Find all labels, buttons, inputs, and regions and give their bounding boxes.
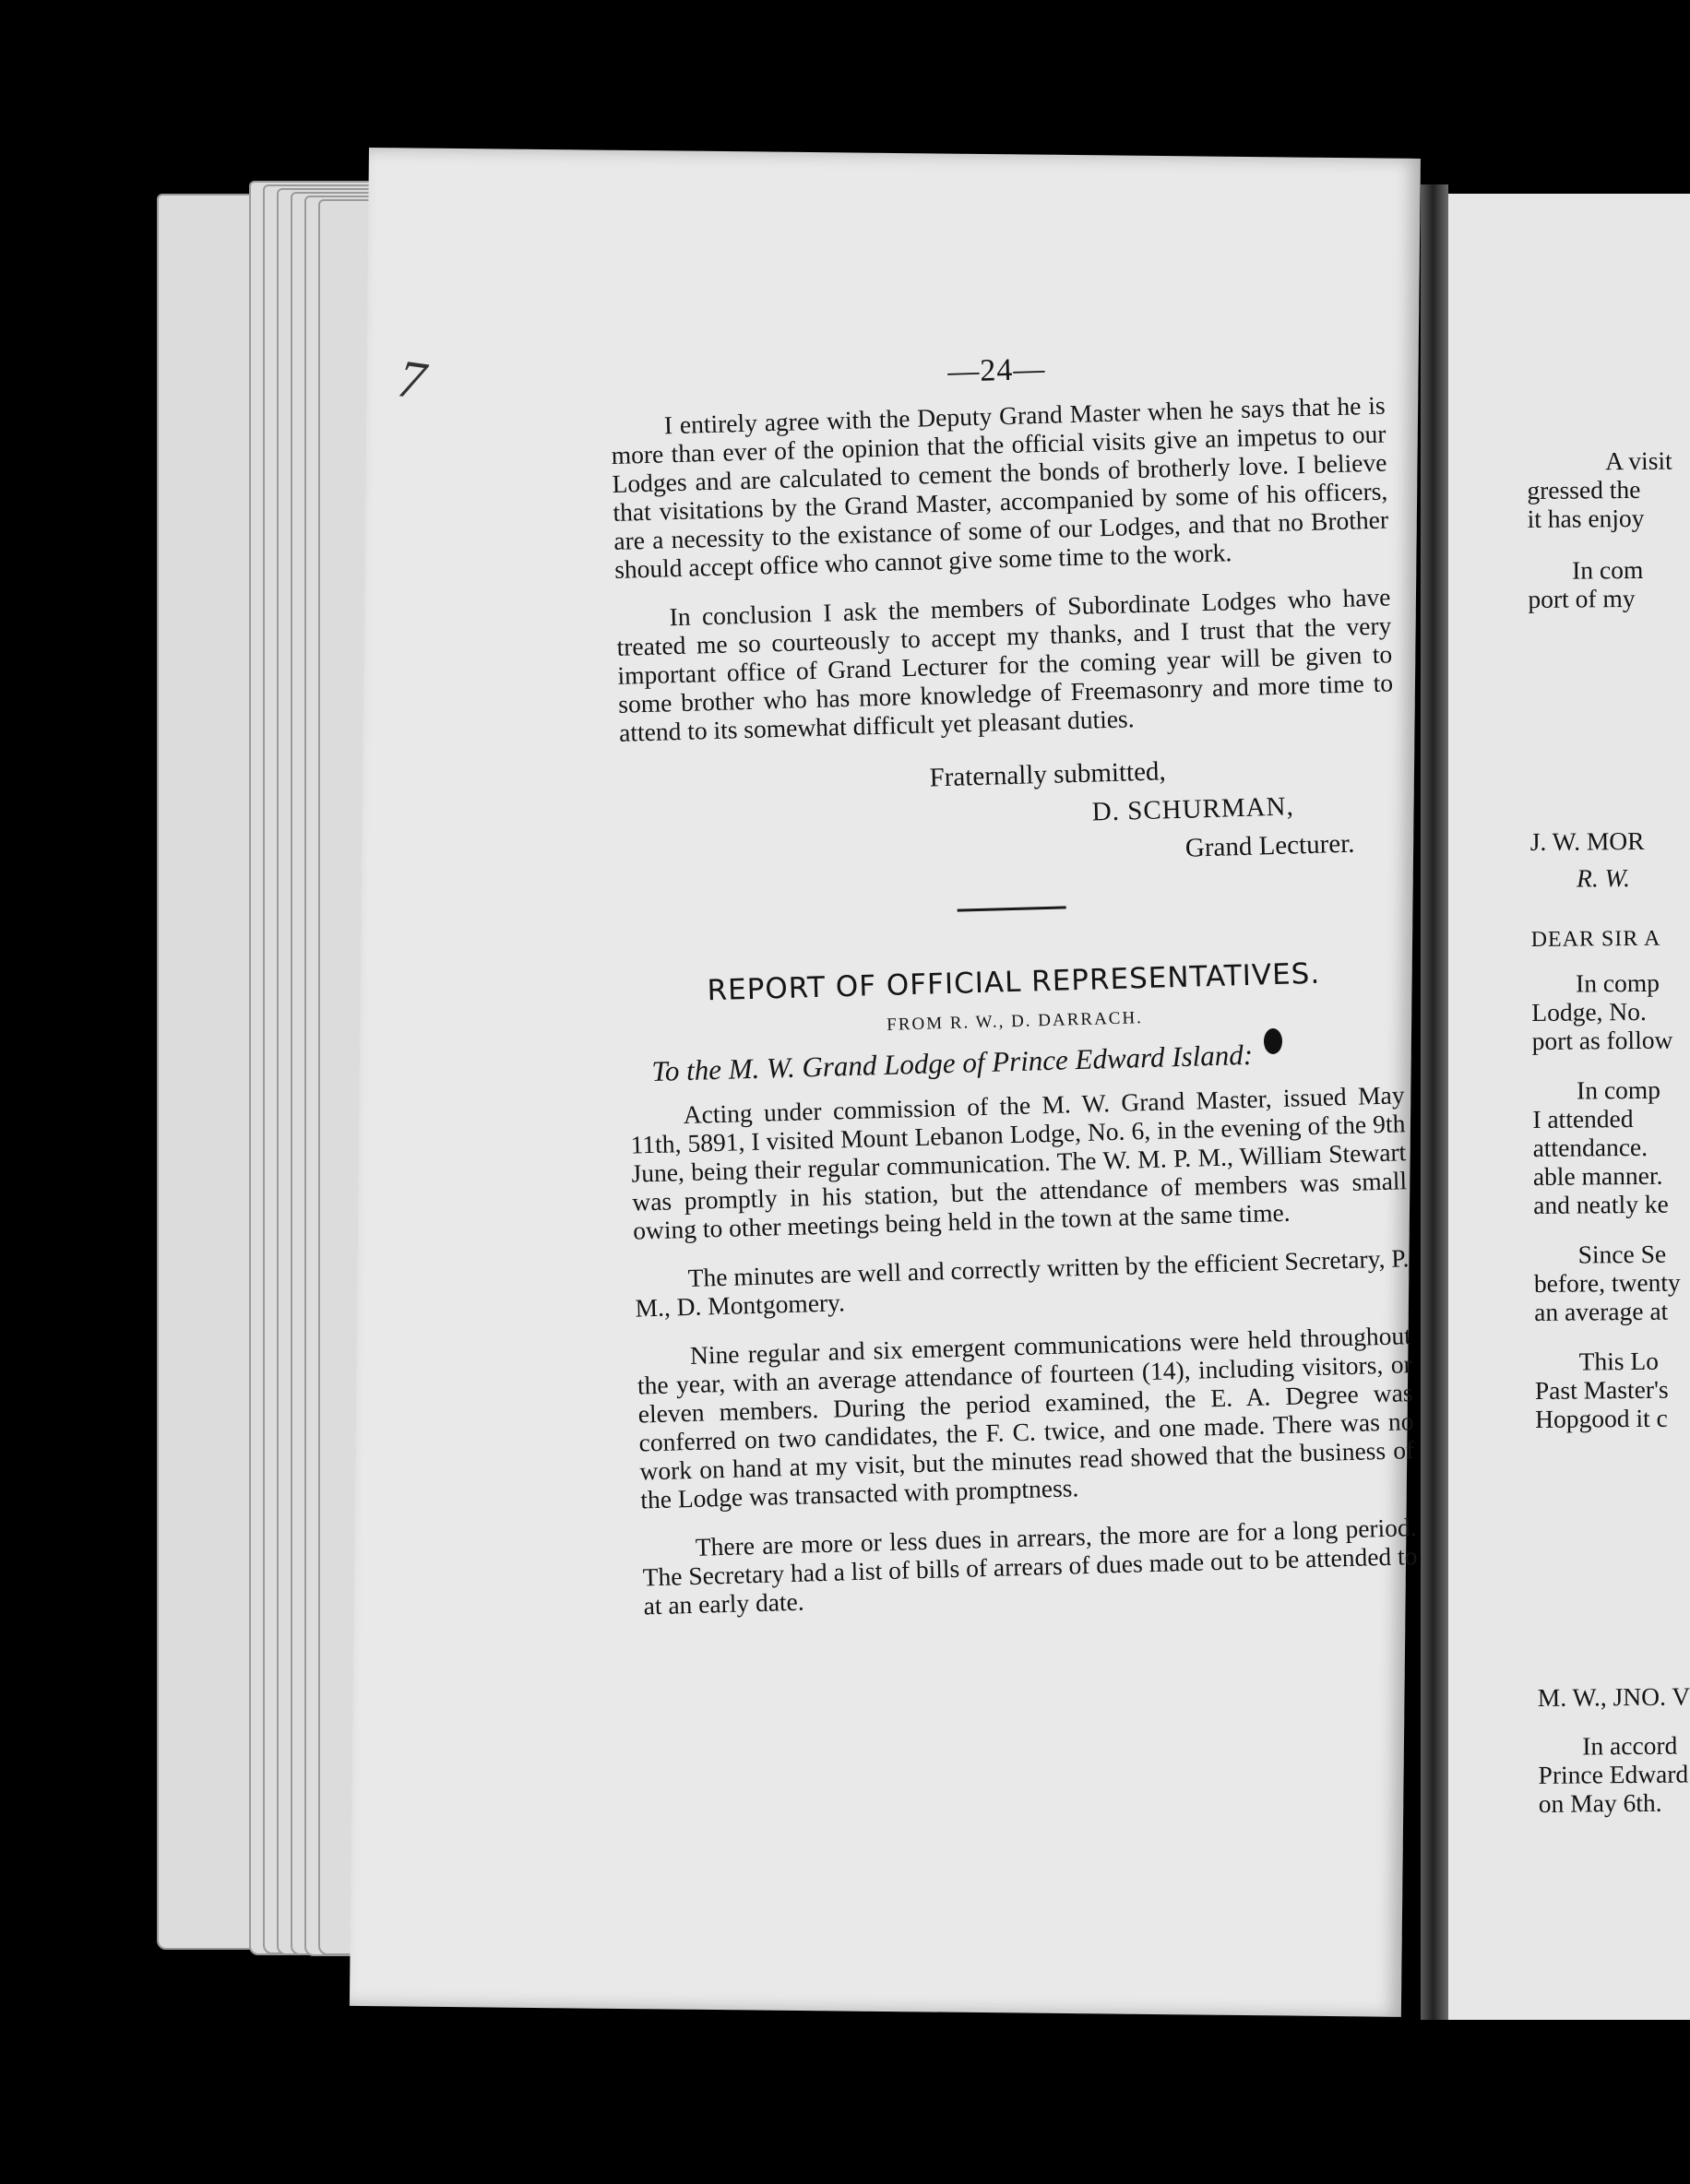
paragraph: There are more or less dues in arrears, the more are for a long period. The Secretary had a list of bills of arrears of dues made out to be attended to at an early date. bbox=[642, 1513, 1418, 1620]
text-fragment: This Lo bbox=[1578, 1346, 1660, 1376]
text-fragment: In comp bbox=[1575, 967, 1660, 998]
text-fragment: A visit bbox=[1604, 445, 1672, 476]
text-fragment: R. W. bbox=[1576, 863, 1631, 893]
text-fragment: able manner. bbox=[1532, 1160, 1663, 1191]
text-fragment: gressed the bbox=[1527, 474, 1641, 504]
text-fragment: an average at bbox=[1534, 1296, 1669, 1326]
closing-line: Fraternally submitted, bbox=[929, 756, 1167, 793]
text-fragment: DEAR SIR A bbox=[1530, 926, 1661, 952]
text-fragment: Hopgood it c bbox=[1535, 1403, 1668, 1433]
text-fragment: Lodge, No. bbox=[1531, 996, 1647, 1027]
text-fragment: Past Master's bbox=[1534, 1374, 1669, 1405]
book-gutter bbox=[1421, 184, 1448, 2020]
text-fragment: I attended bbox=[1532, 1104, 1634, 1134]
section-divider bbox=[958, 906, 1066, 911]
text-fragment: M. W., JNO. V bbox=[1537, 1681, 1690, 1712]
pencil-annotation: 7 bbox=[394, 348, 430, 411]
signatory-title: Grand Lecturer. bbox=[1184, 828, 1355, 863]
text-fragment: Since Se bbox=[1577, 1239, 1667, 1269]
text-fragment: and neatly ke bbox=[1533, 1189, 1669, 1219]
text-fragment: In comp bbox=[1576, 1074, 1661, 1105]
text-fragment: it has enjoy bbox=[1527, 503, 1645, 533]
text-fragment: before, twenty bbox=[1533, 1267, 1681, 1298]
text-fragment: attendance. bbox=[1532, 1132, 1648, 1162]
paragraph: I entirely agree with the Deputy Grand Master when he says that he is more than ever of the opinion that the official visits give an impetus to our Lodges and are calculated to cement the bonds of brotherly love. I believe that visitations by the Grand Master, accompanied by some of his officers, are a necessity to the existance of some of our Lodges, and that no Brother should accept office who cannot give some time to the work. bbox=[611, 390, 1389, 584]
paragraph: Acting under commission of the M. W. Grand Master, issued May 11th, 5891, I visited Mount Lebanon Lodge, No. 6, in the evening of the 9th June, being their regular communication. The W. M. P. M., William Stewart was promptly in his station, but the attendance of members was small owing to other meetings being held in the town at the same time. bbox=[630, 1080, 1408, 1245]
signatory-name: D. SCHURMAN, bbox=[1091, 791, 1295, 827]
text-fragment: In accord bbox=[1582, 1730, 1678, 1761]
signature-block bbox=[620, 745, 1398, 883]
section-heading: REPORT OF OFFICIAL REPRESENTATIVES. bbox=[707, 956, 1321, 1008]
text-fragment: Prince Edward bbox=[1538, 1759, 1689, 1789]
text-fragment: on May 6th. bbox=[1538, 1787, 1662, 1818]
text-fragment: In com bbox=[1572, 554, 1644, 585]
left-page-text bbox=[609, 343, 1419, 1641]
paragraph: Nine regular and six emergent communications were held throughout the year, with an average attendance of fourteen (14), including visitors, or eleven members. During the period examined, the E. A. Degree was conferred on two candidates, the F. C. twice, and one made. There was no work on hand at my visit, but the minutes read showed that the business of the Lodge was transacted with promptness. bbox=[637, 1321, 1415, 1514]
salutation: To the M. W. Grand Lodge of Prince Edward Island: bbox=[650, 1038, 1254, 1087]
page-number: —24— bbox=[946, 351, 1046, 389]
text-fragment: port as follow bbox=[1531, 1025, 1673, 1055]
report-byline: FROM R. W., D. DARRACH. bbox=[886, 1008, 1144, 1035]
text-fragment: J. W. MOR bbox=[1529, 825, 1645, 856]
paragraph: The minutes are well and correctly written by the efficient Secretary, P. M., D. Montgomery. bbox=[635, 1243, 1410, 1323]
text-fragment: port of my bbox=[1528, 583, 1636, 613]
paragraph: In conclusion I ask the members of Subordinate Lodges who have treated me so courteously to accept my thanks, and I trust that the very important office of Grand Lecturer for the coming year will be given to some brother who has more knowledge of Freemasonry and more time to attend to its somewhat difficult yet pleasant duties. bbox=[616, 582, 1394, 747]
